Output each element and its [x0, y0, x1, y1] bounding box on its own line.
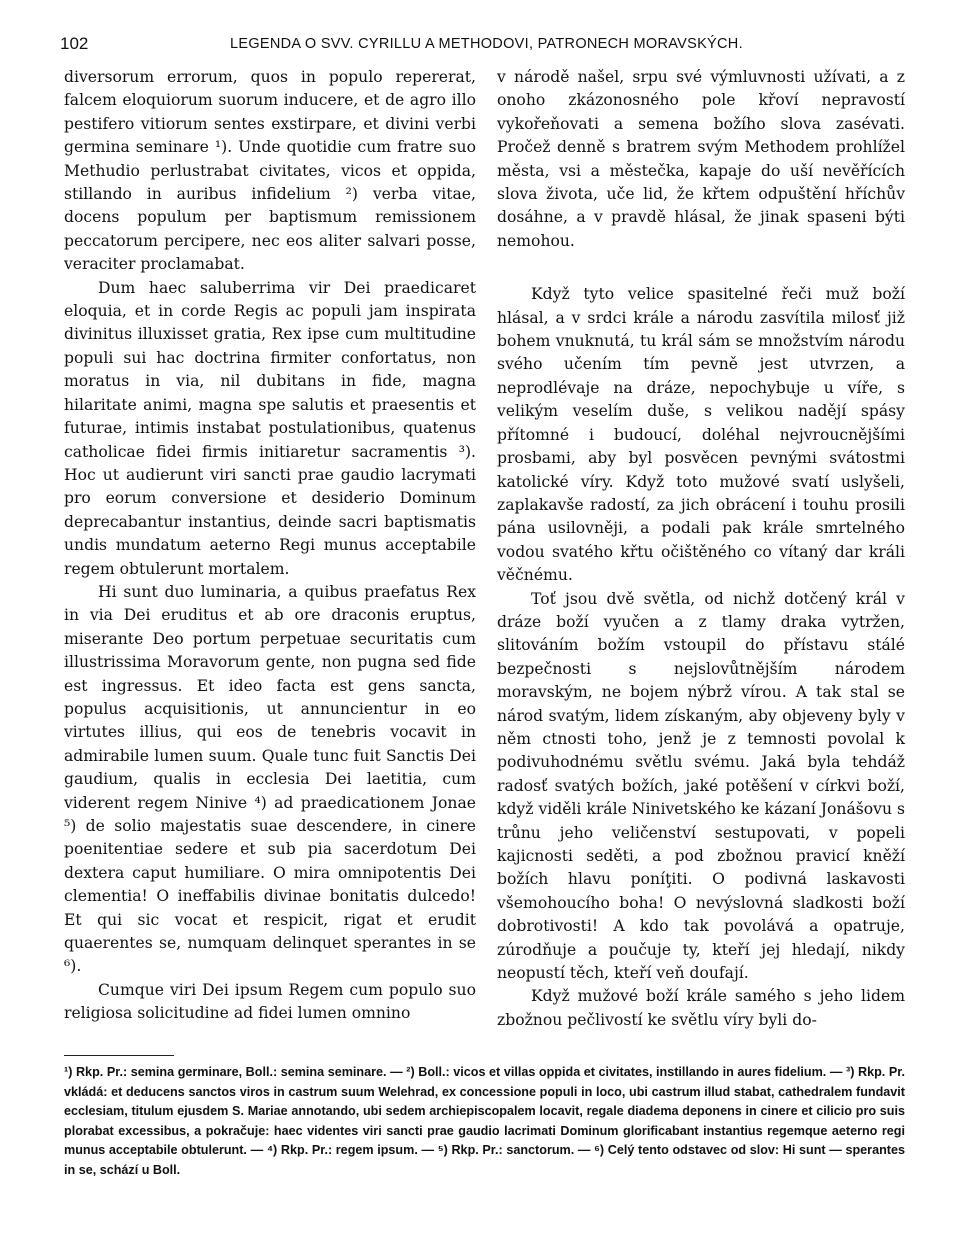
latin-paragraph: Hi sunt duo luminaria, a quibus praefatus Rex in via Dei eruditus et ab ore draconis eruptus, miserante Deo portum perpetuae securitatis cum illustrissima Moravorum gente, non pugna sed fide est ingressus. Et ideo facta est gens sancta, populus acquisitionis, ut annuncientur in eo virtutes illius, qui eos de tenebris vocavit in admirabile lumen suum. Quale tunc fuit Sanctis Dei gaudium, qualis in ecclesia Dei laetitia, cum viderent regem Ninive ⁴) ad praedicationem Jonae ⁵) de solio majestatis suae descendere, in cinere poenitentiae sedere et sub pia sacerdotum Dei dextera caput humiliare. O mira omnipotentis Dei clementia! O ineffabilis divinae bonitatis dulcedo! Et qui sic vocat et respicit, rigat et erudit quaerentes se, numquam delinquet sperantes in se ⁶).: [64, 582, 476, 976]
latin-paragraph: Cumque viri Dei ipsum Regem cum populo suo religiosa solicitudine ad fidei lumen omnino: [64, 980, 476, 1023]
footnote-text: ¹) Rkp. Pr.: semina germinare, Boll.: semina seminare. — ²) Boll.: vicos et villas oppida et civitates, instillando in aures fidelium. — ³) Rkp. Pr. vkládá: et deducens sanctos viros in castrum suum Welehrad, ex concessione populi in loco, ubi castrum illud stabat, cathedralem fundavit ecclesiam, titulum ejusdem S. Mariae annotando, ubi sedem archiepiscopalem locavit, regale diadema deponens in cinere et cilicio pro suis plorabat excessibus, a pokračuje: haec videntes viri sancti prae gaudio lacrimati Dominum glorificabant instantius regemque aeterno regi munus acceptabile obtulerunt. — ⁴) Rkp. Pr.: regem ipsum. — ⁵) Rkp. Pr.: sanctorum. — ⁶) Celý tento odstavec od slov: Hi sunt — sperantes in se, schází u Boll.: [64, 1065, 905, 1177]
latin-paragraph: Dum haec saluberrima vir Dei praedicaret eloquia, et in corde Regis ac populi jam inspirata divinitus illuxisset gratia, Rex ipse cum multitudine populi sui hac doctrina firmiter confortatus, non moratus in via, nil dubitans in fide, magna hilaritate animi, magna spe salutis et praesentis et futurae, intimis instabat postulationibus, quatenus catholicae fidei firmis initiaretur sacramentis ³). Hoc ut audierunt viri sancti prae gaudio lacrymati pro eorum conversione et desiderio Dominum deprecabantur instantius, deinde sacri baptismatis undis mundatum aeterno Regi munus acceptabile regem obtulerunt mortalem.: [64, 278, 476, 578]
czech-paragraph: v národě našel, srpu své výmluvnosti užívati, a z onoho zkázonosného pole křoví nepravostí vykořeňovati a semena božího slova zasévati. Pročež denně s bratrem svým Methodem prohlížel města, vsi a městečka, kapaje do uší nevěřících slova života, uče lid, že křtem odpuštění hříchův dosáhne, a v pravdě hlásal, že jinak spaseni býti nemohou.: [497, 68, 905, 250]
latin-paragraph: diversorum errorum, quos in populo repererat, falcem eloquiorum suorum inducere, et de agro illo pestifero vitiorum sentes exstirpare, et divini verbi germina seminare ¹). Unde quotidie cum fratre suo Methudio perlustrabat civitates, vicos et oppida, stillando in auribus infidelium ²) verba vitae, docens populum per baptismum remissionem peccatorum percipere, nec eos aliter salvari posse, veraciter proclamabat.: [64, 68, 476, 274]
czech-paragraph: Když mužové boží krále samého s jeho lidem zbožnou pečlivostí ke světlu víry byli do-: [497, 987, 905, 1029]
page-number: 102: [60, 34, 89, 53]
footnote-rule: [64, 1055, 174, 1056]
page-header: [60, 34, 910, 58]
czech-column: [497, 66, 905, 1032]
running-head: LEGENDA O SVV. CYRILLU A METHODOVI, PATRONECH MORAVSKÝCH.: [230, 36, 743, 52]
czech-paragraph: Toť jsou dvě světla, od nichž dotčený král v dráze boží vyučen a z tlamy draka vytržen, slitováním božím vstoupil do přístavu stálé bezpečnosti s nejslovůtnějším národem moravským, ne bojem nýbrž vírou. A tak stal se národ svatým, lidem získaným, aby objeveny byly v něm ctnosti toho, jenž je z temnosti povolal k podivuhodnému světlu svému. Jaká byla tehdáž radosť svatých božích, jaké potěšení v církvi boží, když viděli krále Ninivetského ke kázaní Jonášovu s trůnu jeho veličenství sestupovati, v popeli kajicnosti seděti, a pod zbožnou pravicí kněží božích hlavu poníţiti. O podivná laskavosti všemohoucího boha! O nevýslovná sladkosti boží dobrotivosti! A kdo tak povolává a opatruje, zúrodňuje a poučuje ty, kteří jej hledají, nikdy neopustí těch, kteří veň doufají.: [497, 589, 905, 983]
latin-column: [64, 66, 476, 1026]
czech-paragraph: Když tyto velice spasitelné řeči muž boží hlásal, a v srdci krále a národu zasvítila milosť již bohem vnuknutá, tu král sám se množstvím národu svého učením tím pevně jest utvrzen, a neprodlévaje na dráze, nepochybuje u víře, s velikým veselím duše, s velikou nadějí spásy přítomné i budoucí, doléhal nejvroucnějšími prosbami, aby byl posvěcen pevnými svátostmi katolické víry. Když toto mužové svatí uslyšeli, zaplakavše radostí, za jich obrácení i touhu prosili pána usilovněji, a podali pak krále smrtelného vodou svatého křtu očištěného co vítaný dar králi věčnému.: [497, 285, 905, 585]
footnotes: [64, 1063, 905, 1180]
